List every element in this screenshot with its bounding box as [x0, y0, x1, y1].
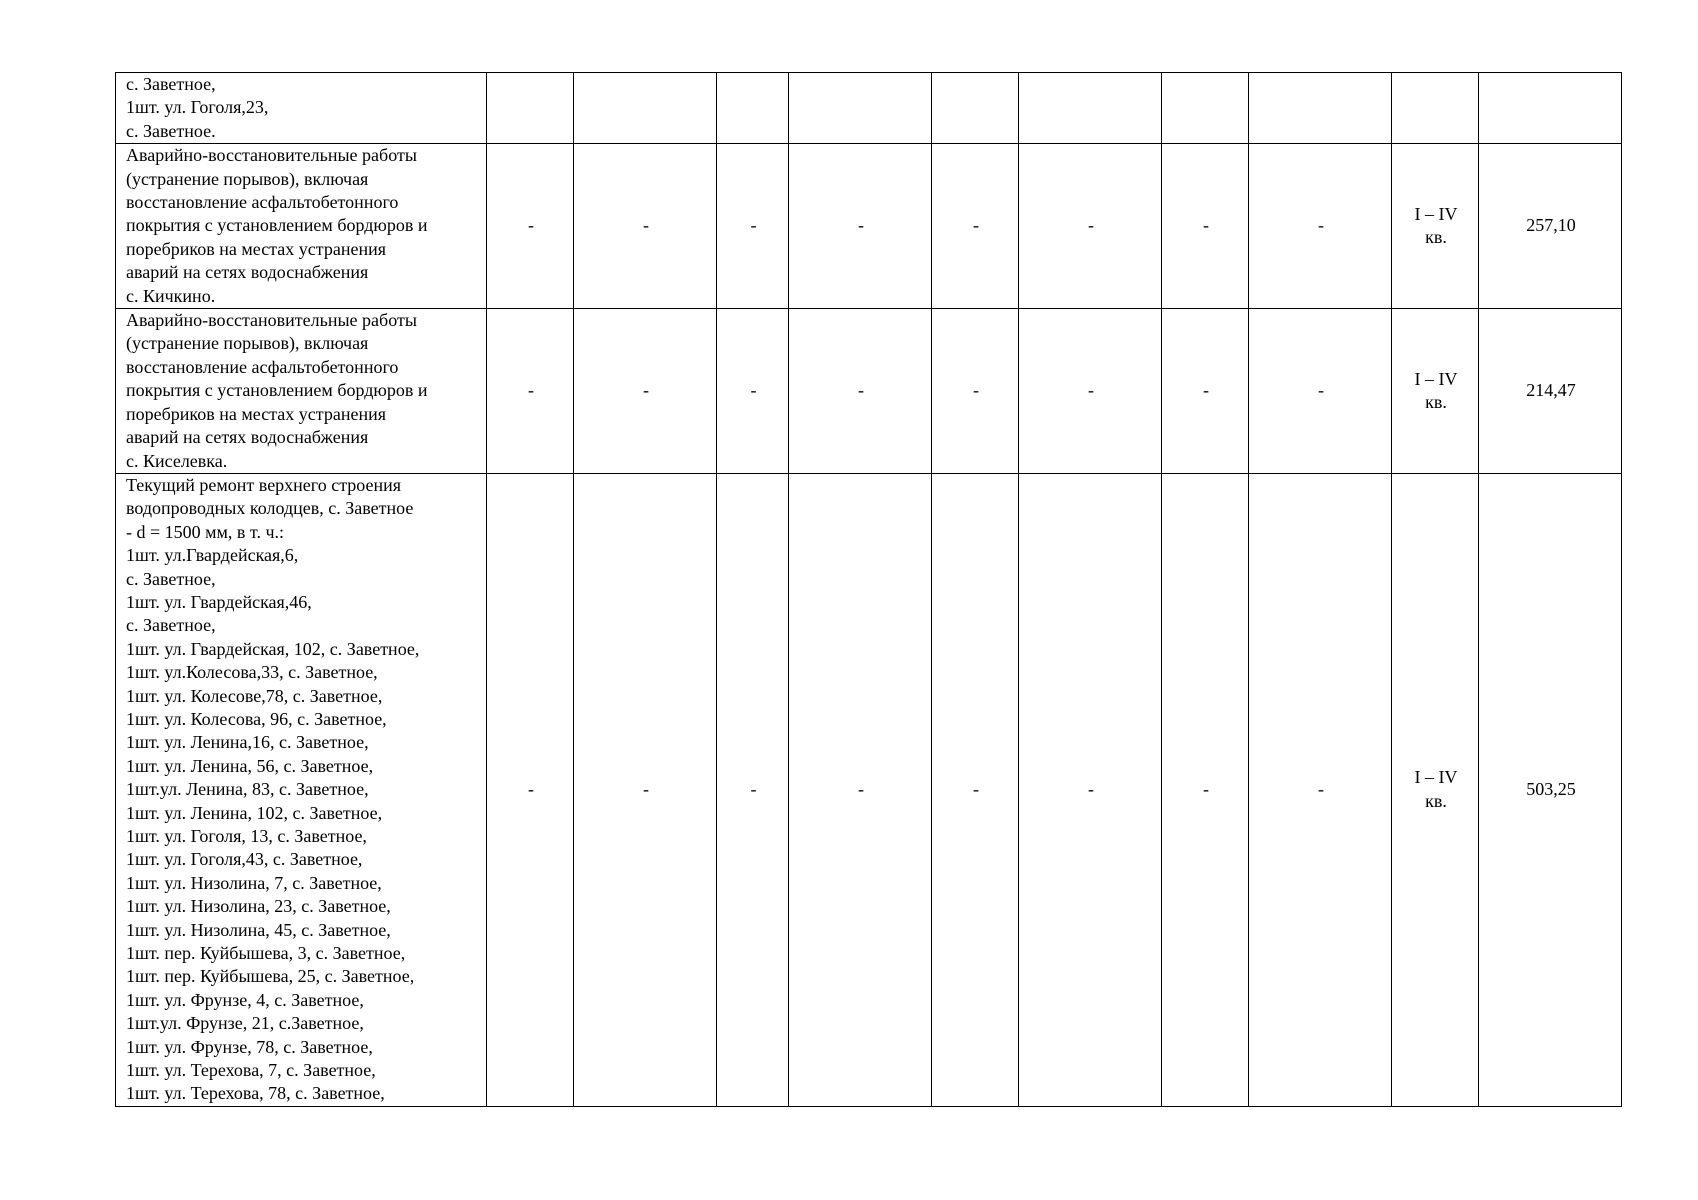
table-cell: - — [1019, 473, 1162, 1106]
table-cell: - — [574, 144, 717, 309]
work-description: Текущий ремонт верхнего строения водопроводных колодцев, с. Заветное - d = 1500 мм, в т. ч.: 1шт. ул.Гвардейская,6, с. Заветное, 1шт. ул. Гвардейская,46, с. Заветное, 1шт. ул. Гвардейская, 102, с. Заветное, 1шт. ул.Колесова,33, с. Заветное, 1шт. ул. Колесове,78, с. Заветное, 1шт. ул. Колесова, 96, с. Заветное, 1шт. ул. Ленина,16, с. Заветное, 1шт. ул. Ленина, 56, с. Заветное, 1шт.ул. Ленина, 83, с. Заветное, 1шт. ул. Ленина, 102, с. Заветное, 1шт. ул. Гоголя, 13, с. Заветное, 1шт. ул. Гоголя,43, с. Заветное, 1шт. ул. Низолина, 7, с. Заветное, 1шт. ул. Низолина, 23, с. Заветное, 1шт. ул. Низолина, 45, с. Заветное, 1шт. пер. Куйбышева, 3, с. Заветное, 1шт. пер. Куйбышева, 25, с. Заветное, 1шт. ул. Фрунзе, 4, с. Заветное, 1шт.ул. Фрунзе, 21, с.Заветное, 1шт. ул. Фрунзе, 78, с. Заветное, 1шт. ул. Терехова, 7, с. Заветное, 1шт. ул. Терехова, 78, с. Заветное, — [116, 473, 487, 1106]
table-cell: - — [789, 309, 932, 474]
table-row — [116, 309, 1622, 474]
quarter-cell: I – IV кв. — [1392, 309, 1479, 474]
amount-cell — [1479, 73, 1622, 144]
table-cell — [574, 73, 717, 144]
table-cell: - — [717, 144, 789, 309]
work-description: Аварийно-восстановительные работы (устранение порывов), включая восстановление асфальтобетонного покрытия с установлением бордюров и поребриков на местах устранения аварий на сетях водоснабжения с. Киселевка. — [116, 309, 487, 474]
table-cell — [932, 73, 1019, 144]
table-cell: - — [1249, 309, 1392, 474]
works-table — [115, 72, 1622, 1107]
table-row — [116, 473, 1622, 1106]
table-cell: - — [1249, 144, 1392, 309]
table-cell: - — [1249, 473, 1392, 1106]
quarter-cell: I – IV кв. — [1392, 144, 1479, 309]
table-cell — [1019, 73, 1162, 144]
table-cell: - — [932, 144, 1019, 309]
table-cell — [717, 73, 789, 144]
table-cell: - — [574, 473, 717, 1106]
amount-cell: 503,25 — [1479, 473, 1622, 1106]
table-cell — [789, 73, 932, 144]
table-row — [116, 73, 1622, 144]
table-cell — [487, 73, 574, 144]
table-cell — [1249, 73, 1392, 144]
table-cell: - — [789, 473, 932, 1106]
table-cell: - — [1019, 309, 1162, 474]
table-cell: - — [789, 144, 932, 309]
table-cell: - — [1162, 144, 1249, 309]
table-cell: - — [932, 473, 1019, 1106]
table-cell: - — [1162, 309, 1249, 474]
table-cell: - — [1162, 473, 1249, 1106]
table-cell: - — [487, 309, 574, 474]
amount-cell: 214,47 — [1479, 309, 1622, 474]
table-cell — [1162, 73, 1249, 144]
quarter-cell: I – IV кв. — [1392, 473, 1479, 1106]
table-cell: - — [717, 473, 789, 1106]
table-cell: - — [1019, 144, 1162, 309]
amount-cell: 257,10 — [1479, 144, 1622, 309]
quarter-cell — [1392, 73, 1479, 144]
table-row — [116, 144, 1622, 309]
table-cell: - — [487, 144, 574, 309]
table-cell: - — [717, 309, 789, 474]
table-cell: - — [574, 309, 717, 474]
work-description: Аварийно-восстановительные работы (устранение порывов), включая восстановление асфальтобетонного покрытия с установлением бордюров и поребриков на местах устранения аварий на сетях водоснабжения с. Кичкино. — [116, 144, 487, 309]
table-cell: - — [932, 309, 1019, 474]
table-cell: - — [487, 473, 574, 1106]
work-description: с. Заветное, 1шт. ул. Гоголя,23, с. Заветное. — [116, 73, 487, 144]
